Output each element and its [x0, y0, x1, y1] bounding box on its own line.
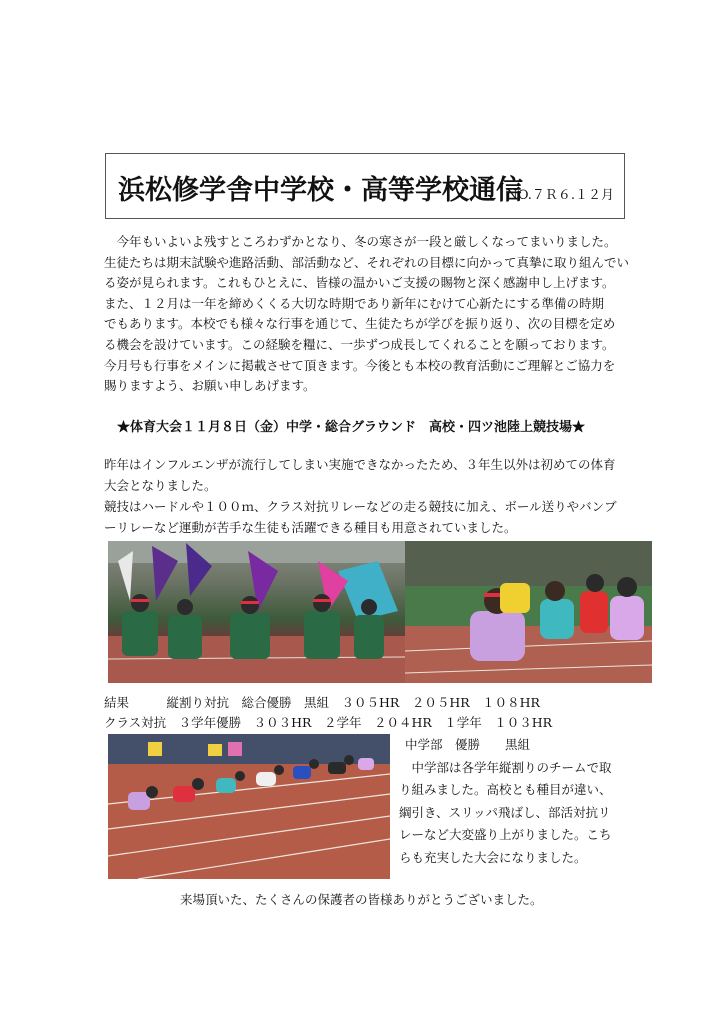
newsletter-title: 浜松修学舎中学校・高等学校通信: [118, 175, 523, 206]
intro-line: る姿が見られます。これもひとえに、皆様の温かいご支援の賜物と深く感謝申し上げます。: [104, 275, 615, 291]
intro-line: 賜りますよう、お願い申しあげます。: [104, 378, 316, 394]
photo-junior-high-race: [108, 734, 390, 879]
photo-opening-ceremony: [108, 541, 405, 683]
closing-message: 来場頂いた、たくさんの保護者の皆様ありがとうございました。: [180, 892, 543, 907]
intro-line: 生徒たちは期末試験や進路活動、部活動など、それぞれの目標に向かって真摯に取り組んでい: [104, 254, 630, 270]
junior-high-winner: 中学部 優勝 黒組: [405, 737, 531, 752]
results-line-class: クラス対抗 ３学年優勝 ３０３HR ２学年 ２０４HR １学年 １０３HR: [104, 715, 553, 730]
event-line: 競技はハードルや１００ｍ、クラス対抗リレーなどの走る競技に加え、ボール送りやバンブ: [104, 499, 617, 514]
junior-high-line: り組みました。高校とも種目が違い、: [399, 782, 612, 797]
event-line: ーリレーなど運動が苦手な生徒も活躍できる種目も用意されていました。: [104, 520, 517, 535]
newsletter-title-box: [105, 153, 625, 219]
event-heading: ★体育大会１１月８日（金）中学・総合グラウンド 高校・四ツ池陸上競技場★: [117, 420, 586, 435]
junior-high-line: 綱引き、スリッパ飛ばし、部活対抗リ: [399, 804, 611, 820]
event-line: 大会となりました。: [104, 478, 217, 493]
event-description: [104, 454, 634, 538]
intro-line: る機会を設けています。この経験を糧に、一歩ずつ成長してくれることを願っております。: [104, 336, 615, 352]
photo-relay-race-graphic: [405, 541, 652, 683]
photo-junior-high-race-graphic: [108, 734, 390, 879]
issue-number: NO.７Ｒ６.１２月: [506, 188, 614, 203]
intro-line: 今年もいよいよ残すところわずかとなり、冬の寒さが一段と厳しくなってまいりました。: [104, 234, 617, 249]
results-section: [104, 693, 552, 733]
junior-high-line: らも充実した大会になりました。: [399, 849, 587, 865]
junior-high-line: 中学部は各学年縦割りのチームで取: [399, 759, 612, 775]
intro-paragraph: [104, 232, 634, 397]
results-line-vertical: 結果 縦割り対抗 総合優勝 黒組 ３０５HR ２０５HR １０８HR: [104, 695, 540, 710]
intro-line: でもあります。本校でも様々な行事を通じて、生徒たちが学びを振り返り、次の目標を定め: [104, 316, 616, 332]
junior-high-line: レーなど大変盛り上がりました。こち: [399, 827, 612, 842]
event-line: 昨年はインフルエンザが流行してしまい実施できなかったため、３年生以外は初めての体育: [104, 457, 616, 472]
photo-relay-race: [405, 541, 652, 683]
intro-line: また、１２月は一年を締めくくる大切な時期であり新年にむけて心新たにする準備の時期: [104, 295, 605, 311]
intro-line: 今月号も行事をメインに掲載させて頂きます。今後とも本校の教育活動にご理解とご協力を: [104, 357, 616, 373]
junior-high-section: [399, 734, 634, 869]
photo-opening-ceremony-graphic: [108, 541, 405, 683]
